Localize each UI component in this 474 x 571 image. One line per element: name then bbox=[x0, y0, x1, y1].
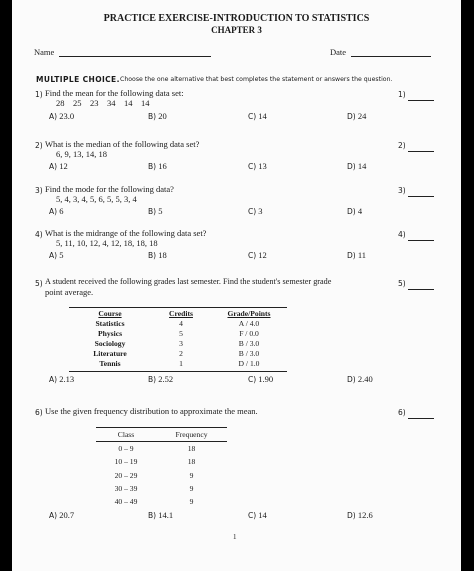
grade-cell: B / 3.0 bbox=[238, 349, 260, 358]
chapter-label: CHAPTER 3 bbox=[211, 25, 262, 35]
question-text: What is the midrange of the following data set? bbox=[45, 228, 207, 238]
question-data: 5, 4, 3, 4, 5, 6, 5, 5, 3, 4 bbox=[56, 194, 137, 204]
option-c[interactable]: C) 3 bbox=[248, 206, 263, 216]
answer-blank[interactable] bbox=[408, 100, 434, 101]
grade-cell: D / 1.0 bbox=[238, 359, 260, 368]
frequency-cell: 9 bbox=[189, 497, 194, 507]
left-border bbox=[0, 0, 12, 571]
answer-blank[interactable] bbox=[408, 418, 434, 419]
option-a[interactable]: A) 23.0 bbox=[49, 111, 75, 121]
question-text-continued: point average. bbox=[45, 287, 94, 297]
option-d[interactable]: D) 12.6 bbox=[347, 510, 373, 520]
class-cell: 10 – 19 bbox=[114, 457, 138, 467]
grades-table bbox=[69, 309, 287, 369]
question-data: 5, 11, 10, 12, 4, 12, 18, 18, 18 bbox=[56, 238, 158, 248]
option-d[interactable]: D) 4 bbox=[347, 206, 363, 216]
question-number: 6) bbox=[35, 408, 43, 417]
option-c[interactable]: C) 14 bbox=[248, 111, 267, 121]
answer-blank[interactable] bbox=[408, 196, 434, 197]
right-border bbox=[461, 0, 474, 571]
column-header: Frequency bbox=[156, 428, 227, 442]
frequency-cell: 18 bbox=[187, 457, 196, 467]
question-data: 6, 9, 13, 14, 18 bbox=[56, 149, 107, 159]
date-label: Date bbox=[330, 47, 347, 57]
course-cell: Statistics bbox=[95, 319, 125, 328]
worksheet-page bbox=[12, 0, 461, 571]
column-header: Course bbox=[98, 309, 122, 318]
question-text: A student received the following grades last semester. Find the student's semester grade bbox=[45, 277, 332, 286]
name-blank[interactable] bbox=[59, 56, 211, 57]
option-c[interactable]: C) 1.90 bbox=[248, 374, 274, 384]
class-cell: 30 – 39 bbox=[114, 483, 138, 493]
option-b[interactable]: B) 20 bbox=[148, 111, 167, 121]
table-row bbox=[96, 482, 227, 495]
answer-number: 4) bbox=[398, 230, 406, 239]
table-header-row bbox=[96, 428, 227, 442]
option-c[interactable]: C) 14 bbox=[248, 510, 267, 520]
table-top-rule bbox=[69, 307, 287, 308]
question-text: Find the mode for the following data? bbox=[45, 184, 174, 194]
option-a[interactable]: A) 12 bbox=[49, 161, 68, 171]
option-b[interactable]: B) 18 bbox=[148, 250, 167, 260]
table-header-row bbox=[69, 309, 287, 319]
table-row bbox=[96, 455, 227, 468]
table-row bbox=[69, 349, 287, 359]
course-cell: Tennis bbox=[99, 359, 121, 368]
table-row bbox=[69, 319, 287, 329]
page-number: 1 bbox=[233, 533, 237, 541]
answer-blank[interactable] bbox=[408, 240, 434, 241]
answer-blank[interactable] bbox=[408, 289, 434, 290]
question-number: 3) bbox=[35, 186, 43, 195]
table-row bbox=[96, 495, 227, 508]
option-d[interactable]: D) 11 bbox=[347, 250, 367, 260]
table-bottom-rule bbox=[69, 371, 287, 372]
question-number: 2) bbox=[35, 141, 43, 150]
question-text: Use the given frequency distribution to approximate the mean. bbox=[45, 406, 258, 416]
course-cell: Sociology bbox=[94, 339, 126, 348]
class-cell: 0 – 9 bbox=[118, 444, 134, 453]
column-header: Credits bbox=[169, 309, 193, 318]
option-d[interactable]: D) 14 bbox=[347, 161, 367, 171]
question-number: 4) bbox=[35, 230, 43, 239]
course-cell: Physics bbox=[97, 329, 123, 338]
answer-number: 3) bbox=[398, 186, 406, 195]
question-text: Find the mean for the following data set: bbox=[45, 88, 184, 98]
option-b[interactable]: B) 14.1 bbox=[148, 510, 174, 520]
option-a[interactable]: A) 6 bbox=[49, 206, 64, 216]
answer-number: 2) bbox=[398, 141, 406, 150]
credits-cell: 4 bbox=[179, 319, 183, 328]
grade-cell: A / 4.0 bbox=[238, 319, 260, 328]
question-number: 5) bbox=[35, 279, 43, 288]
table-row bbox=[96, 442, 227, 456]
worksheet-title: PRACTICE EXERCISE-INTRODUCTION TO STATISTICS bbox=[103, 13, 370, 24]
question-number: 1) bbox=[35, 90, 43, 99]
section-heading: MULTIPLE CHOICE. bbox=[36, 75, 120, 84]
option-b[interactable]: B) 16 bbox=[148, 161, 167, 171]
table-row bbox=[69, 339, 287, 349]
class-cell: 40 – 49 bbox=[114, 497, 138, 507]
frequency-table bbox=[96, 428, 227, 508]
option-a[interactable]: A) 2.13 bbox=[49, 374, 75, 384]
option-b[interactable]: B) 2.52 bbox=[148, 374, 174, 384]
date-blank[interactable] bbox=[351, 56, 431, 57]
question-text: What is the median of the following data set? bbox=[45, 139, 200, 149]
instructions-text: Choose the one alternative that best completes the statement or answers the question. bbox=[120, 76, 393, 83]
option-d[interactable]: D) 2.40 bbox=[347, 374, 373, 384]
credits-cell: 2 bbox=[179, 349, 183, 358]
frequency-cell: 9 bbox=[189, 470, 194, 480]
grade-cell: F / 0.0 bbox=[239, 329, 259, 338]
option-c[interactable]: C) 13 bbox=[248, 161, 267, 171]
grade-cell: B / 3.0 bbox=[238, 339, 260, 348]
option-b[interactable]: B) 5 bbox=[148, 206, 163, 216]
question-data: 28 25 23 34 14 14 bbox=[56, 98, 150, 108]
credits-cell: 1 bbox=[179, 359, 183, 368]
credits-cell: 3 bbox=[179, 339, 183, 348]
column-header: Grade/Points bbox=[227, 309, 271, 318]
credits-cell: 5 bbox=[179, 329, 183, 338]
table-row bbox=[96, 469, 227, 482]
name-label: Name bbox=[34, 47, 55, 57]
answer-number: 1) bbox=[398, 90, 406, 99]
course-cell: Literature bbox=[93, 349, 127, 358]
answer-number: 6) bbox=[398, 408, 406, 417]
answer-number: 5) bbox=[398, 279, 406, 288]
column-header: Class bbox=[96, 428, 156, 442]
class-cell: 20 – 29 bbox=[114, 470, 138, 480]
table-row bbox=[69, 359, 287, 369]
option-c[interactable]: C) 12 bbox=[248, 250, 267, 260]
option-a[interactable]: A) 20.7 bbox=[49, 510, 75, 520]
answer-blank[interactable] bbox=[408, 151, 434, 152]
frequency-cell: 18 bbox=[187, 444, 196, 453]
table-row bbox=[69, 329, 287, 339]
frequency-cell: 9 bbox=[189, 483, 194, 493]
option-a[interactable]: A) 5 bbox=[49, 250, 64, 260]
option-d[interactable]: D) 24 bbox=[347, 111, 367, 121]
